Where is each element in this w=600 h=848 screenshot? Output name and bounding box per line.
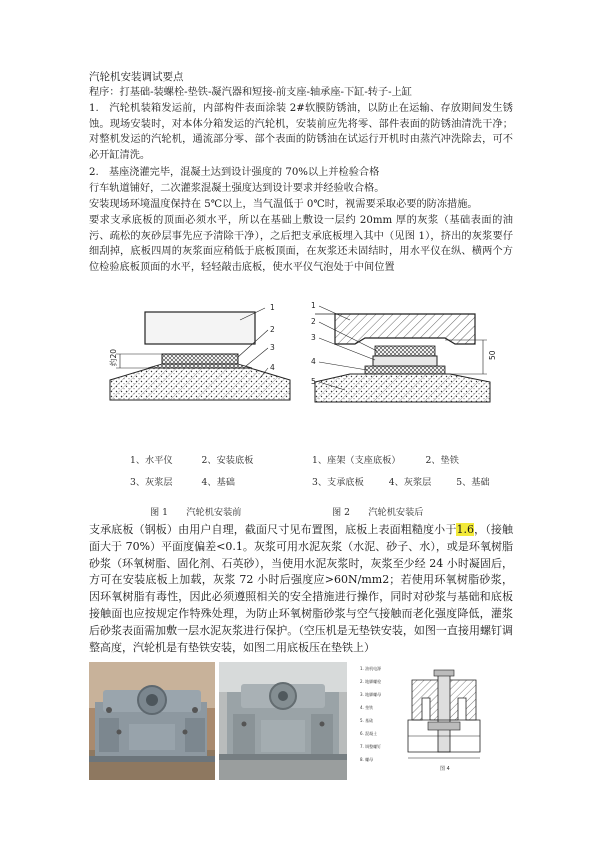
install-program: 程序：打基础-装螺栓-垫铁-凝汽器和短接-前支座-轴承座-下缸-转子-上缸 [89,87,412,98]
roughness-highlight: 1.6 [456,523,474,536]
fig2-label-5: 5 [311,377,316,386]
fig3-caption: 图 4 [440,766,450,772]
fig2-legend-item: 4、灰浆层 [388,477,432,488]
fig2-caption: 图 2 汽轮机安装后 [332,507,424,518]
fig3-legend-item: 4. 垫铁 [360,705,374,710]
fig2-label-4: 4 [311,357,316,366]
fig2-legend-row1 [312,452,459,466]
fig3-legend-item: 7. 调整螺钉 [360,744,382,749]
fig3-legend-item: 1. 油机电源 [360,666,382,671]
fig2-legend-item: 2、垫铁 [425,455,459,466]
paragraph-3 [89,522,513,656]
figure-1-diagram [100,300,300,420]
fig3-legend-item: 6. 混凝土 [360,731,378,736]
fig3-legend-item: 3. 地脚螺母 [360,692,382,697]
fig1-legend-item: 4、基础 [201,477,235,488]
figure-2-diagram [305,300,510,420]
fig2-legend-item: 5、基础 [456,477,490,488]
fig1-dim: 约20 [109,348,118,366]
fig2-label-1: 1 [311,301,316,310]
fig1-legend-item: 3、灰浆层 [130,477,173,488]
photo-compressor-base-1 [89,662,215,780]
fig3-legend-item: 8. 螺母 [360,757,374,762]
paragraph-2-line-a: 2. 基座浇灌完毕，混凝土达到设计强度的 70%以上并检验合格 [89,167,380,178]
figure-bolt-detail [352,660,512,784]
fig1-caption: 图 1 汽轮机安装前 [150,507,242,518]
photo-compressor-base-2 [219,662,347,780]
fig1-label-3: 3 [270,343,275,352]
fig3-legend-item: 2. 地脚螺栓 [360,679,382,684]
fig3-legend-item: 5. 基础 [360,718,374,723]
fig1-label-2: 2 [270,325,275,334]
paragraph-2-line-d: 要求支承底板的顶面必须水平，所以在基础上敷设一层约 20mm 厚的灰浆（基础表面的油污、疏松的灰砂层事先应予清除干净），之后把支承底板埋入其中（见图 1），挤出的灰浆要仔细刮掉，底板四周的灰浆面应稍低于底板顶面，在灰浆还未固结时，用水平仪在纵、横两个方位检验底板顶面的水平，轻轻敲击底板，使水平仪气泡处于中间位置 [89,215,513,273]
fig1-label-4: 4 [270,363,275,372]
fig2-legend-item: 1、座架（支座底板） [312,455,401,466]
fig1-legend-row2 [130,474,235,488]
fig2-dim: 50 [488,350,497,360]
fig1-legend-row1 [130,452,253,466]
fig1-legend-item: 2、安装底板 [201,455,254,466]
fig2-legend-row2 [312,474,490,488]
fig1-legend-item: 1、水平仪 [130,455,173,466]
fig2-label-3: 3 [311,333,316,342]
doc-title: 汽轮机安装调试要点 [89,71,184,83]
paragraph-3-part-b: ，（接触面大于 70%）平面度偏差<0.1。灰浆可用水泥灰浆（水泥、砂子、水），或是环氧树脂砂浆（环氧树脂、固化剂、石英砂），当使用水泥灰浆时，灰浆至少经 24 小时凝固后，方可在安装底板上加载，灰浆 72 小时后强度应>60N/mm2；若使用环氧树脂砂浆，因环氧树脂有毒性，因此必须遵照相关的安全措施进行操作，同时对砂浆与基础和底板接触面也应按规定作特殊处理，为防止环氧树脂砂浆与空气接触而老化强度降低，灌浆后砂浆表面需加敷一层水泥灰浆进行保护。（空压机是无垫铁安装，如图一直接用螺钉调整高度，汽轮机是有垫铁安装，如图二用底板压在垫铁上） [89,523,514,654]
paragraph-1: 1. 汽轮机装箱发运前，内部构件表面涂装 2#软膜防锈油，以防止在运输、存放期间发生锈蚀。现场安装时，对本体分箱发运的汽轮机，安装前应先将零、部件表面的防锈油清洗干净；对整机发运的汽轮机，通流部分零、部个表面的防锈油在试运行开机时由蒸汽冲洗除去，可不必开缸清洗。 [89,103,513,161]
fig1-label-1: 1 [270,303,275,312]
fig2-label-2: 2 [311,317,316,326]
fig2-legend-item: 3、支承底板 [312,477,364,488]
paragraph-2-line-c: 安装现场环境温度保持在 5℃以上，当气温低于 0℃时，视需要采取必要的防冻措施。 [89,199,478,210]
paragraph-3-part-a: 支承底板（钢板）由用户自理，截面尺寸见布置图，底板上表面粗糙度小于 [89,523,457,536]
paragraph-2-line-b: 行车轨道铺好，二次灌浆混凝土强度达到设计要求并经验收合格。 [89,183,385,194]
